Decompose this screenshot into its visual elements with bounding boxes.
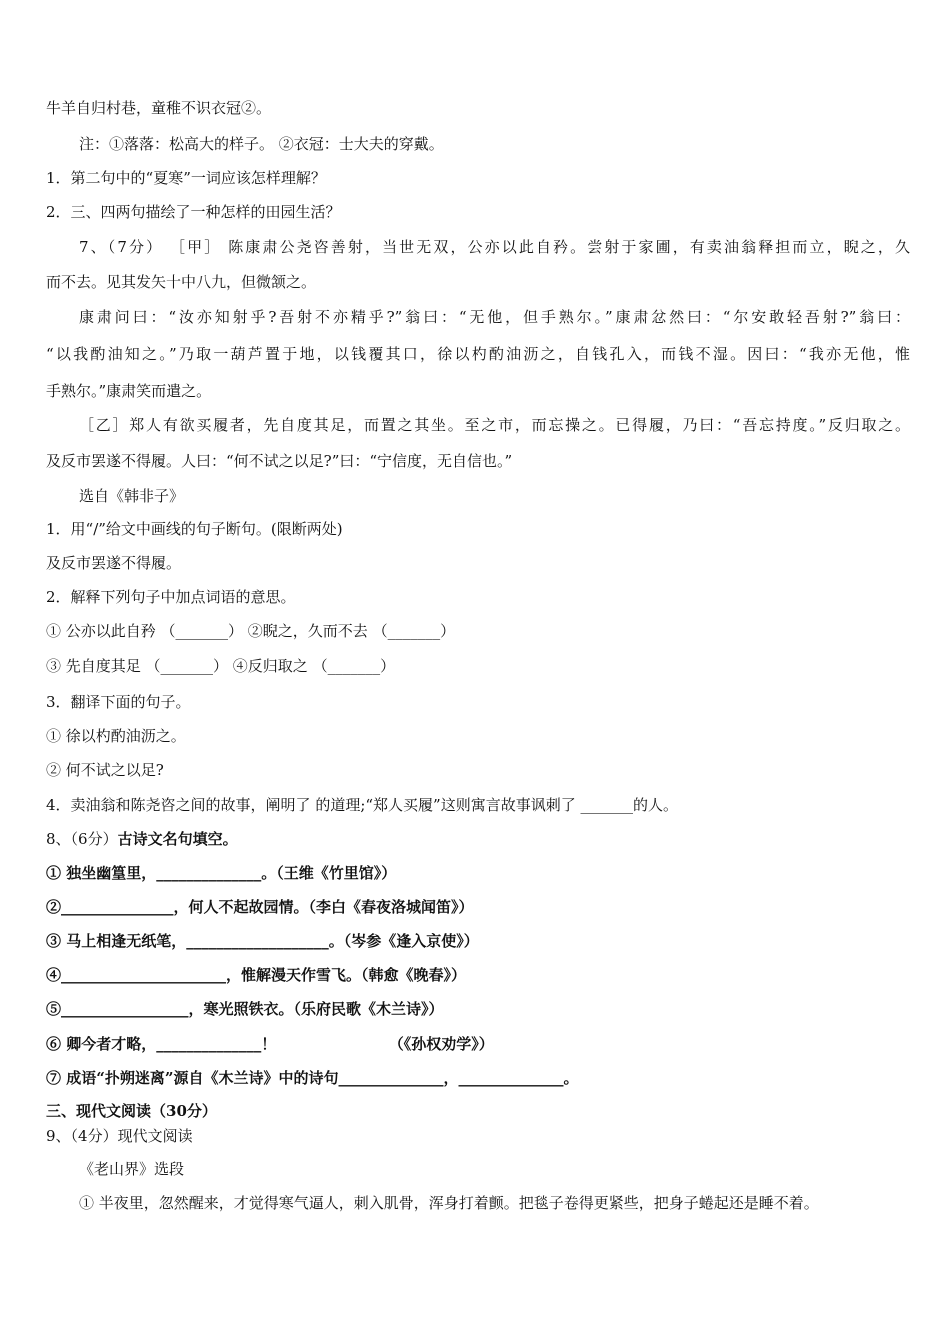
q7-passage-yi-line2: 及反市罢遂不得履。人曰：“何不试之以足?”曰：“宁信度，无自信也。” [46, 452, 513, 470]
q8-item-3: ③ 马上相逢无纸笔，___________________。（岑参《逢入京使》） [46, 932, 479, 950]
q7-passage-jia-line4: “以我酌油知之。”乃取一葫芦置于地，以钱覆其口，徐以杓酌油沥之，自钱孔入，而钱不湿。因曰：“我亦无他，惟 [46, 345, 910, 363]
q8-number: 8、（6分） [46, 830, 118, 848]
q8-item-5: ⑤_________________，寒光照铁衣。（乐府民歌《木兰诗》） [46, 1000, 444, 1018]
q8-item-6: ⑥ 卿今者才略，______________！ （《孙权劝学》） [46, 1035, 494, 1053]
q7-subquestion-3-a: ① 徐以杓酌油沥之。 [46, 727, 186, 745]
q9-heading: 9、（4分）现代文阅读 [46, 1127, 193, 1145]
q7-passage-jia-line2: 而不去。见其发矢十中八九，但微颔之。 [46, 273, 317, 291]
poem-last-line: 牛羊自归村巷，童稚不识衣冠②。 [46, 99, 272, 117]
q8-item-2: ②_______________，何人不起故园情。（李白《春夜洛城闻笛》） [46, 898, 474, 916]
q7-subquestion-2-row2: ③ 先自度其足 （_______） ④反归取之 （_______） [46, 657, 396, 675]
q7-passage-jia-line3: 康肃问曰：“汝亦知射乎?吾射不亦精乎?”翁曰：“无他，但手熟尔。”康肃忿然曰：“尔安敢轻吾射?”翁曰： [79, 308, 910, 326]
q7-passage-jia-line1: 7、（7分） ［甲］ 陈康肃公尧咨善射，当世无双，公亦以此自矜。尝射于家圃，有卖油翁释担而立，睨之，久 [79, 238, 910, 256]
q7-passage-jia-line5: 手熟尔。”康肃笑而遣之。 [46, 382, 212, 400]
q8-item-4: ④______________________，惟解漫天作雪飞。（韩愈《晚春》） [46, 966, 467, 984]
poem-note: 注：①落落：松高大的样子。 ②衣冠：士大夫的穿戴。 [79, 135, 444, 153]
q7-subquestion-2: 2．解释下列句子中加点词语的意思。 [46, 588, 296, 606]
q8-item-7: ⑦ 成语“扑朔迷离”源自《木兰诗》中的诗句______________，______________。 [46, 1069, 579, 1087]
section-3-heading: 三、现代文阅读（30分） [46, 1102, 217, 1120]
q7-passage-yi-line1: ［乙］郑人有欲买履者，先自度其足，而置之其坐。至之市，而忘操之。已得履，乃曰：“吾忘持度。”反归取之。 [79, 416, 910, 434]
reading-paragraph-1: ① 半夜里，忽然醒来，才觉得寒气逼人，刺入肌骨，浑身打着颤。把毯子卷得更紧些，把身子蜷起还是睡不着。 [79, 1194, 819, 1212]
poem-question-1: 1．第二句中的“夏寒”一词应该怎样理解？ [46, 169, 326, 187]
q7-subquestion-2-row1: ① 公亦以此自矜 （_______） ②睨之，久而不去 （_______） [46, 622, 456, 640]
q8-item-1: ① 独坐幽篁里，______________。（王维《竹里馆》） [46, 864, 397, 882]
q7-subquestion-1-text: 及反市罢遂不得履。 [46, 554, 182, 572]
reading-title: 《老山界》选段 [79, 1160, 185, 1178]
q7-subquestion-3-b: ② 何不试之以足? [46, 761, 164, 779]
q8-title: 古诗文名句填空。 [117, 830, 238, 848]
q7-subquestion-1: 1．用“/”给文中画线的句子断句。(限断两处) [46, 520, 343, 538]
poem-question-2: 2．三、四两句描绘了一种怎样的田园生活？ [46, 203, 341, 221]
q7-subquestion-4: 4．卖油翁和陈尧咨之间的故事，阐明了 的道理;“郑人买履”这则寓言故事讽刺了 _______的人。 [46, 796, 678, 814]
q7-source: 选自《韩非子》 [79, 487, 185, 505]
q8-heading [46, 829, 910, 849]
q7-subquestion-3: 3．翻译下面的句子。 [46, 693, 191, 711]
